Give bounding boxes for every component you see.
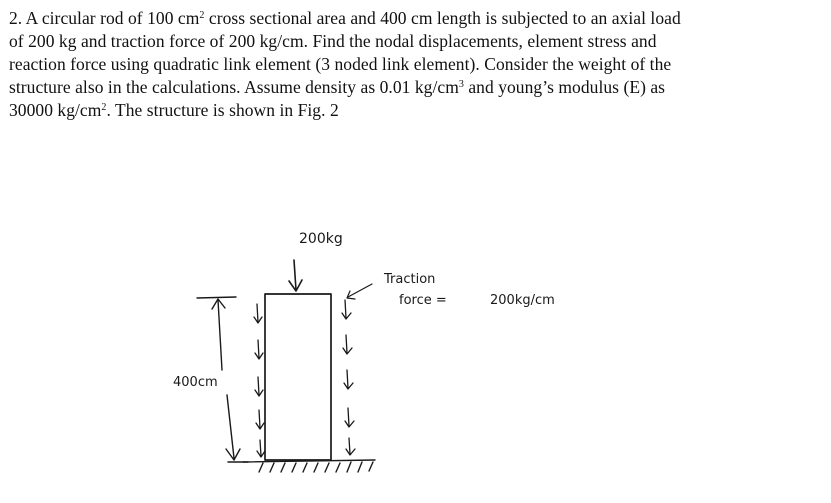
superscript-exponent: 2 — [101, 102, 107, 113]
problem-line-4-text: structure also in the calculations. Assume density as 0.01 kg/cm — [9, 77, 459, 97]
superscript-exponent: 2 — [199, 10, 205, 21]
problem-line-2-text: of 200 kg and traction force of 200 kg/cm. Find the nodal displacements, element stress and — [9, 31, 657, 51]
problem-line-5-text: 30000 kg/cm — [9, 100, 102, 120]
problem-line-5-tail: . The structure is shown in Fig. 2 — [106, 100, 339, 120]
problem-line-4-tail: and young’s modulus (E) as — [463, 77, 666, 97]
axial-load-arrow — [289, 260, 302, 291]
rod-rectangle — [265, 294, 331, 460]
superscript-exponent: 3 — [458, 79, 464, 90]
traction-arrows-left — [254, 304, 265, 457]
length-label: 400cm — [173, 375, 218, 390]
traction-label-line-2: force = — [399, 293, 447, 308]
problem-line-1-text: 2. A circular rod of 100 cm — [9, 8, 200, 28]
traction-arrows-right — [342, 300, 355, 455]
problem-line-3-text: reaction force using quadratic link element (3 noded link element). Consider the weight of the — [9, 54, 672, 74]
fixed-support — [243, 460, 375, 472]
traction-value: 200kg/cm — [490, 293, 555, 308]
traction-leader-line — [347, 284, 372, 299]
axial-load-label: 200kg — [299, 231, 343, 247]
problem-line-1-tail: cross sectional area and 400 cm length is subjected to an axial load — [204, 8, 681, 28]
traction-label-line-1: Traction — [384, 272, 436, 287]
